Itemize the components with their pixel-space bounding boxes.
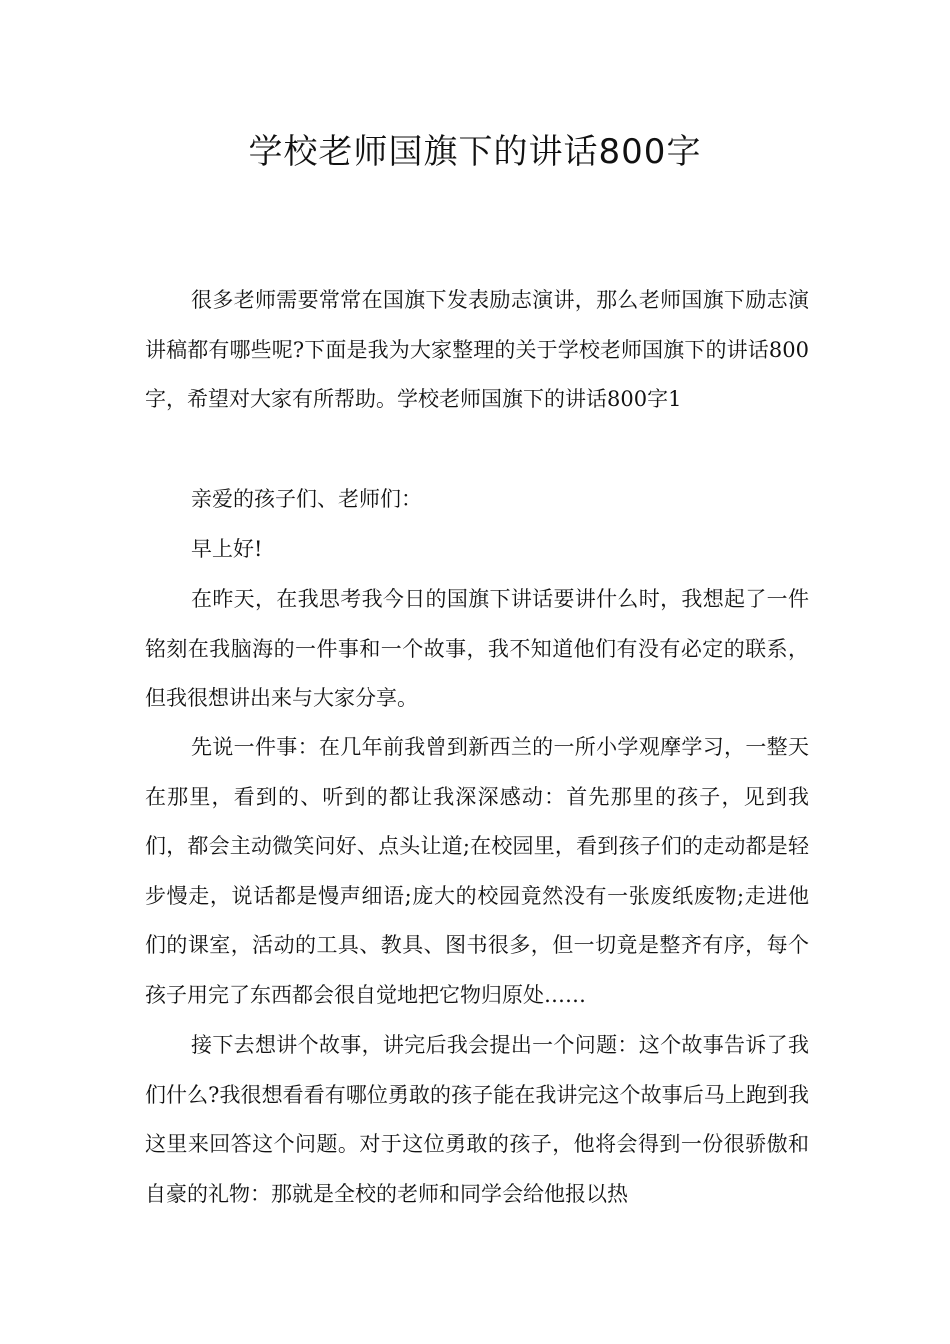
- intro-paragraph: 很多老师需要常常在国旗下发表励志演讲，那么老师国旗下励志演讲稿都有哪些呢?下面是我为大家整理的关于学校老师国旗下的讲话800字，希望对大家有所帮助。学校老师国旗下的讲话800字1: [145, 288, 809, 411]
- body-paragraph-3: 接下去想讲个故事，讲完后我会提出一个问题：这个故事告诉了我们什么?我很想看看有哪位勇敢的孩子能在我讲完这个故事后马上跑到我这里来回答这个问题。对于这位勇敢的孩子，他将会得到一份很骄傲和自豪的礼物：那就是全校的老师和同学会给他报以热: [145, 1033, 809, 1206]
- body-paragraph-1: 在昨天，在我思考我今日的国旗下讲话要讲什么时，我想起了一件铭刻在我脑海的一件事和一个故事，我不知道他们有没有必定的联系，但我很想讲出来与大家分享。: [145, 587, 809, 710]
- body-paragraph-2: 先说一件事：在几年前我曾到新西兰的一所小学观摩学习，一整天在那里，看到的、听到的都让我深深感动：首先那里的孩子，见到我们，都会主动微笑问好、点头让道;在校园里，看到孩子们的走动都是轻步慢走，说话都是慢声细语;庞大的校园竟然没有一张废纸废物;走进他们的课室，活动的工具、教具、图书很多，但一切竟是整齐有序，每个孩子用完了东西都会很自觉地把它物归原处……: [145, 735, 809, 1007]
- document-title: 学校老师国旗下的讲话800字: [248, 132, 702, 172]
- greeting-paragraph: 早上好!: [191, 537, 263, 561]
- salutation-paragraph: 亲爱的孩子们、老师们：: [191, 487, 422, 511]
